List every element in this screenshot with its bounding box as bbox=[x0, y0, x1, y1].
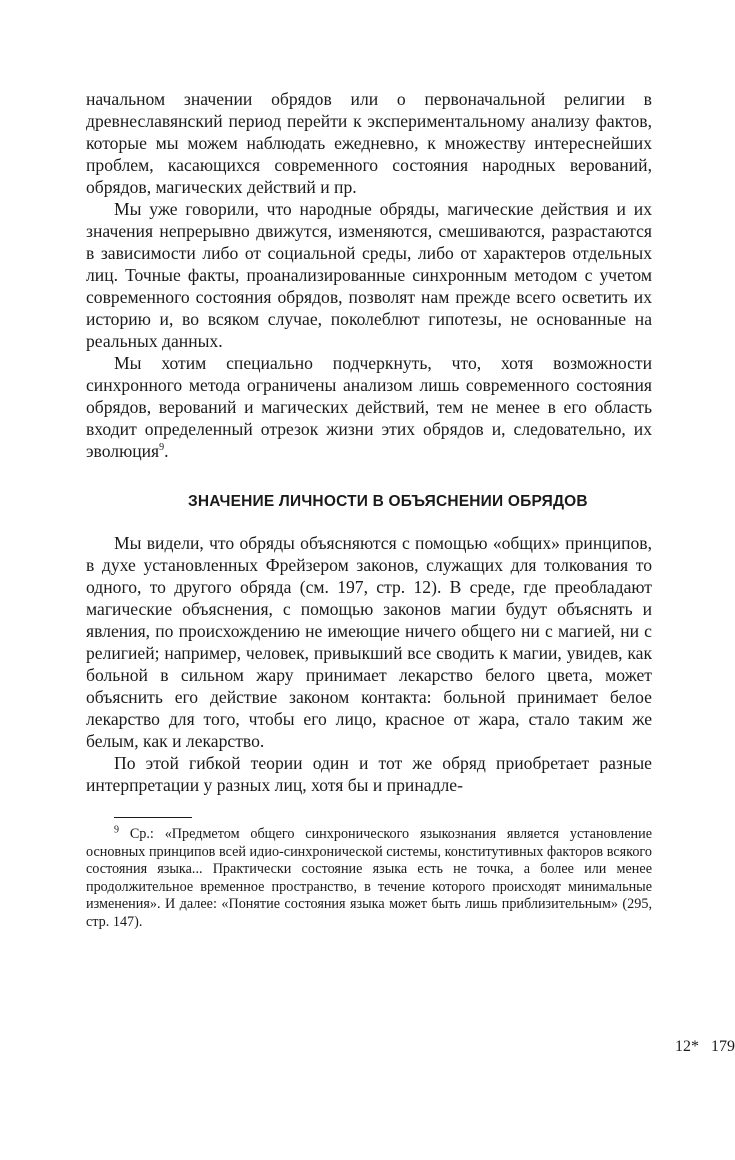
paragraph-synchronic-method: Мы хотим специально подчеркнуть, что, хотя возможности синхронного метода ограничены анализом лишь современного состояния обрядов, верований и магических действий, тем не менее в его область входит определенный отрезок жизни этих обрядов и, следовательно, их эволюция$^9$. bbox=[86, 353, 652, 461]
paragraph-synchronic-changes: Мы уже говорили, что народные обряды, магические действия и их значения непрерывно движутся, изменяются, смешиваются, разрастаются в зависимости либо от социальной среды, либо от характеров отдельных лиц. Точные факты, проанализированные синхронным методом с учетом современного состояния обрядов, позволят нам прежде всего осветить их историю и, во всяком случае, поколеблют гипотезы, не основанные на реальных данных. bbox=[86, 199, 652, 351]
page-footer bbox=[535, 1038, 735, 1056]
paragraph-flexible-theory: По этой гибкой теории один и тот же обряд приобретает разные интерпретации у разных лиц, хотя бы и принадле- bbox=[86, 753, 652, 795]
footnote-text: Ср.: «Предметом общего синхронического языкознания является установление основных принципов всей идио-синхронической системы, конститутивных факторов всякого состояния языка... Практически состояние языка есть не точка, а более или менее продолжительное временное пространство, в течение которого происходят минимальные изменения». И далее: «Понятие состояния языка может быть лишь приблизительным» (295, стр. 147). bbox=[86, 826, 653, 930]
page-number: 179 bbox=[711, 1038, 735, 1055]
paragraph-continued: начальном значении обрядов или о первоначальной религии в древнеславянский период перейти к экспериментальному анализу фактов, которые мы можем наблюдать ежедневно, к множеству интереснейших проблем, касающихся современного состояния народных верований, обрядов, магических действий и пр. bbox=[86, 89, 652, 197]
sheet-signature: 12* bbox=[675, 1038, 699, 1055]
footnote-divider bbox=[114, 817, 192, 818]
section-heading: ЗНАЧЕНИЕ ЛИЧНОСТИ В ОБЪЯСНЕНИИ ОБРЯДОВ bbox=[188, 493, 588, 510]
footnote-marker: 9 bbox=[114, 824, 119, 836]
page-body bbox=[86, 88, 652, 931]
paragraph-synchronic-method-text: Мы хотим специально подчеркнуть, что, хотя возможности синхронного метода ограничены анализом лишь современного состояния обрядов, верований и магических действий, тем не менее в его область входит определенный отрезок жизни этих обрядов и, следовательно, их эволюция bbox=[86, 353, 652, 461]
paragraph-general-principles: Мы видели, что обряды объясняются с помощью «общих» принципов, в духе установленных Фрейзером законов, служащих для толкования то одного, то другого обряда (см. 197, стр. 12). В среде, где преобладают магические объяснения, с помощью законов магии будут объяснять и явления, по происхождению не имеющие ничего общего ни с магией, ни с религией; например, человек, привыкший все сводить к магии, увидев, как больной в сильном жару принимает лекарство белого цвета, может объяснить его действие законом контакта: больной принимает белое лекарство для того, чтобы его лицо, красное от жара, стало таким же белым, как и лекарство. bbox=[86, 533, 652, 751]
footnote bbox=[86, 826, 652, 931]
footnote-reference: 9 bbox=[159, 442, 165, 454]
